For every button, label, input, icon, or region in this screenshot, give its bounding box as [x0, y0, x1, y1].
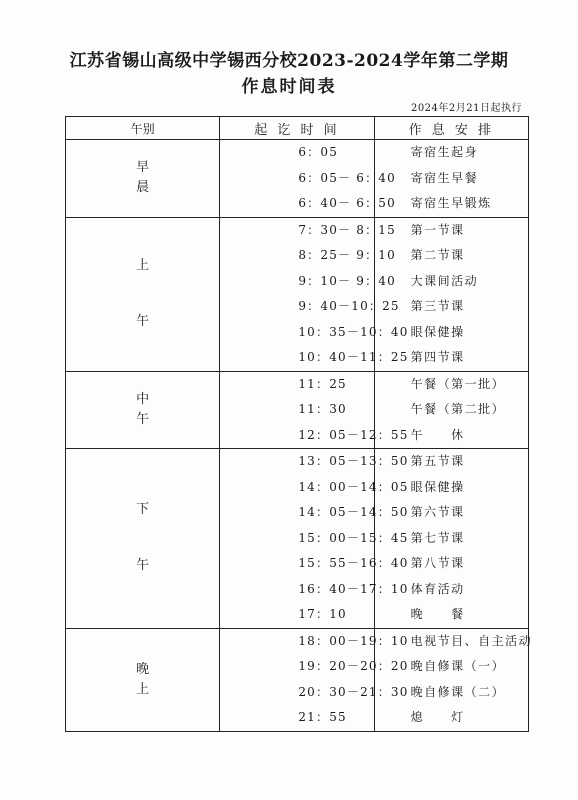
activity-item: 寄宿生早餐: [410, 170, 479, 185]
activity-item: 寄宿生早锻炼: [410, 196, 492, 210]
times-cell: [220, 628, 409, 731]
time-range: 7：30－ 8：15: [298, 222, 396, 237]
activity-item: 午餐（第二批）: [410, 402, 506, 416]
activity-item: 午 休: [410, 427, 465, 442]
schedule-table: [65, 116, 533, 732]
table-row: [66, 140, 529, 218]
time-range: 9：40－10：25: [298, 299, 400, 313]
activity-item: 第八节课: [410, 556, 465, 570]
time-range: 13：05－13：50: [298, 454, 409, 468]
time-range: 20：30－21：30: [298, 684, 409, 699]
activity-item: 晚自修课（一）: [410, 659, 506, 673]
table-row: [66, 449, 529, 629]
period-label: 下午: [136, 502, 150, 574]
table-header-row: [66, 117, 529, 140]
activity-item: 第三节课: [410, 299, 465, 313]
times-cell: [220, 217, 409, 371]
activity-item: 晚自修课（二）: [410, 684, 506, 699]
period-cell: [66, 628, 220, 731]
period-label: 中午: [136, 391, 150, 427]
period-cell: [66, 140, 220, 218]
page-subtitle: 作息时间表: [241, 77, 337, 97]
activity-item: 第四节课: [410, 350, 465, 364]
header-time: 起 讫 时 间: [220, 117, 374, 140]
time-range: 8：25－ 9：10: [298, 248, 396, 262]
time-range: 11：25: [298, 376, 347, 391]
time-range: 6：05－ 6：40: [298, 170, 396, 185]
activity-item: 体育活动: [410, 581, 465, 596]
activity-item: 电视节目、自主活动: [410, 633, 533, 648]
time-range: 15：00－15：45: [298, 530, 409, 545]
activity-item: 第五节课: [410, 454, 465, 468]
time-range: 6：40－ 6：50: [298, 196, 396, 210]
period-label: 早晨: [136, 160, 150, 196]
table-row: [66, 628, 529, 731]
time-range: 19：20－20：20: [298, 659, 409, 673]
activities-cell: [374, 140, 528, 218]
page-title: 江苏省锡山高级中学锡西分校2023-2024学年第二学期: [69, 51, 509, 71]
times-cell: [220, 140, 396, 218]
activity-item: 眼保健操: [410, 479, 465, 494]
period-cell: [66, 449, 220, 629]
period-label: 上午: [136, 258, 150, 329]
time-range: 12：05－12：55: [298, 427, 409, 442]
effective-date: 2024年2月21日起执行: [410, 103, 522, 114]
time-range: 14：00－14：05: [298, 479, 409, 494]
time-range: 16：40－17：10: [298, 581, 409, 596]
times-cell: [220, 449, 409, 629]
table-row: [66, 217, 529, 371]
time-range: 18：00－19：10: [298, 633, 409, 648]
activity-item: 熄 灯: [410, 710, 465, 724]
time-range: 11：30: [298, 402, 347, 416]
time-range: 9：10－ 9：40: [298, 273, 396, 288]
activity-item: 午餐（第一批）: [410, 376, 506, 391]
activity-item: 眼保健操: [410, 324, 465, 339]
time-range: 10：35－10：40: [298, 324, 409, 339]
time-range: 17：10: [298, 607, 347, 621]
schedule-body: [66, 140, 533, 732]
period-cell: [66, 371, 220, 449]
period-label: 晚上: [136, 661, 150, 697]
time-range: 10：40－11：25: [298, 350, 409, 364]
header-activity: 作 息 安 排: [374, 117, 528, 140]
time-range: 21：55: [298, 710, 347, 724]
activity-item: 大课间活动: [410, 273, 479, 288]
activity-item: 第一节课: [410, 222, 465, 237]
table-row: [66, 371, 529, 449]
activity-item: 第六节课: [410, 505, 465, 519]
activity-item: 寄宿生起身: [410, 145, 479, 159]
time-range: 14：05－14：50: [298, 505, 409, 519]
time-range: 15：55－16：40: [298, 556, 409, 570]
period-cell: [66, 217, 220, 371]
header-period: 午别: [66, 117, 220, 140]
time-range: 6：05: [298, 145, 339, 159]
activity-item: 第七节课: [410, 530, 465, 545]
activity-item: 第二节课: [410, 248, 465, 262]
activity-item: 晚 餐: [410, 607, 465, 621]
times-cell: [220, 371, 409, 449]
